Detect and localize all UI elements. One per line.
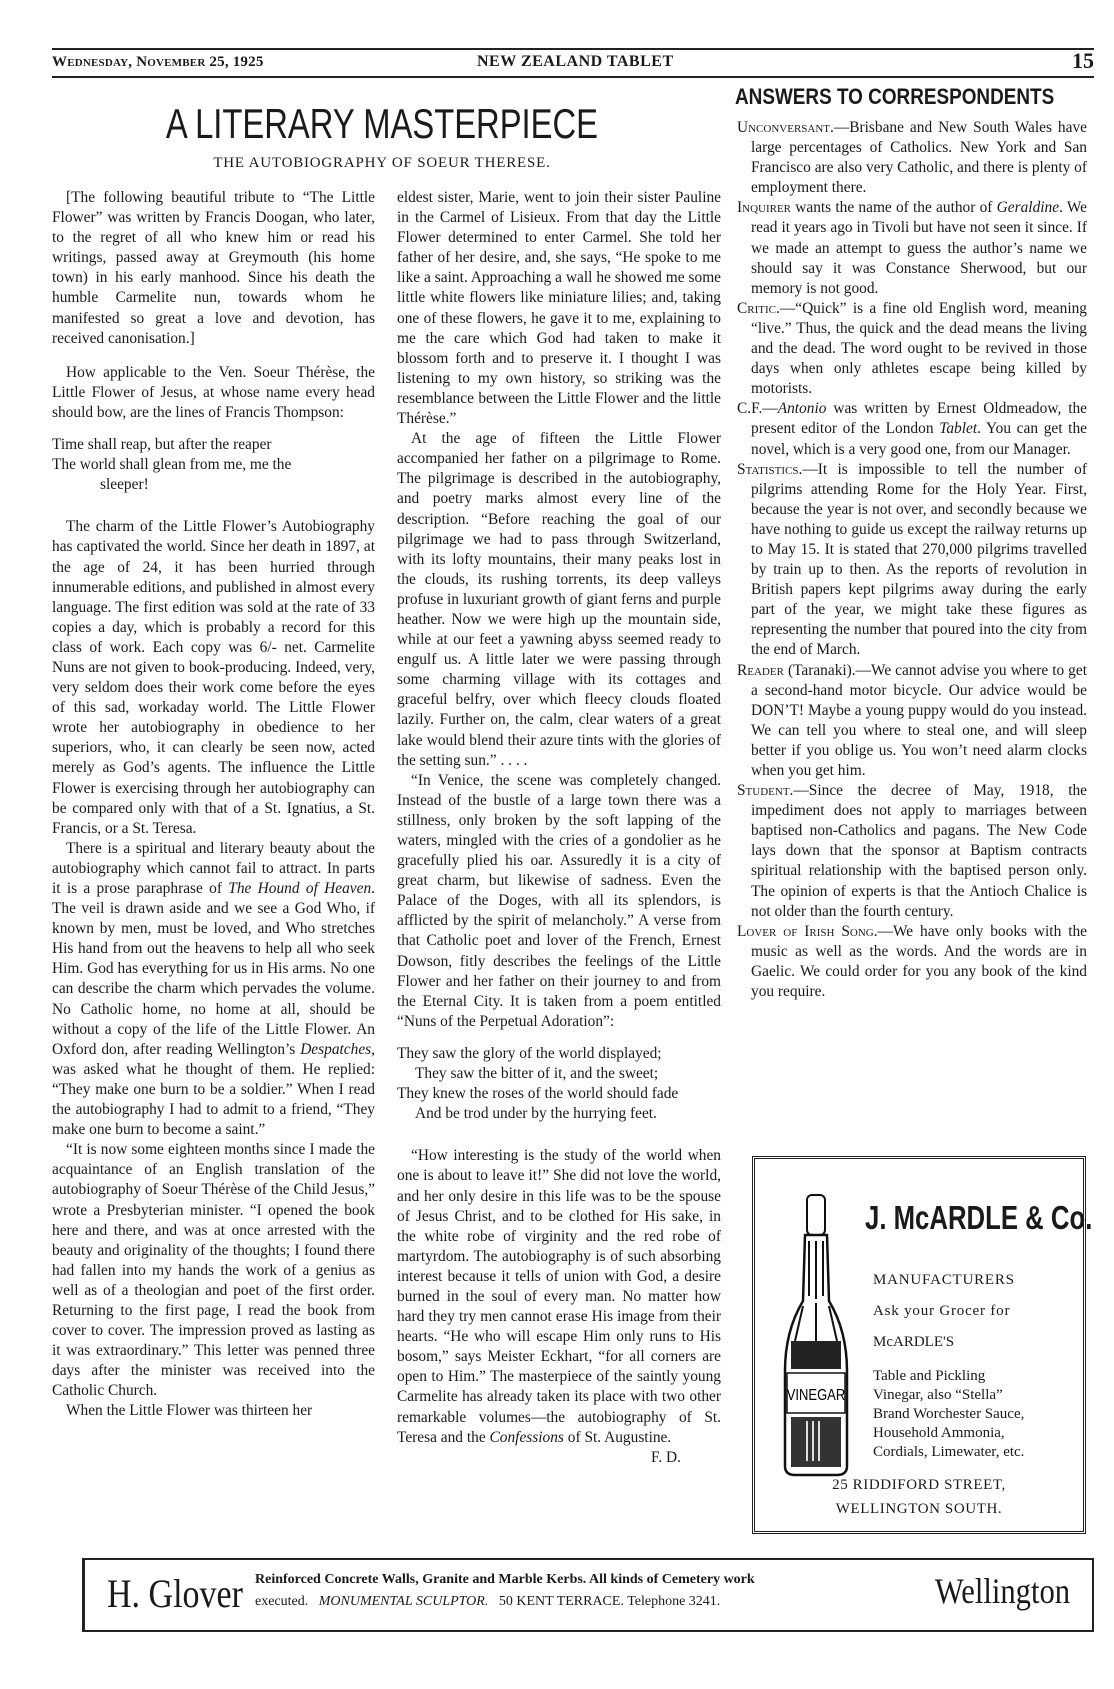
- article-paragraph: “In Venice, the scene was completely changed. Instead of the bustle of a large town there was a stillness, only broken by the soft lapping of the waters, mingled with the cries of a gondolier as he gracefully plied his oar. Assuredly it is a city of great charm, but likewise of sadness. Even the Palace of the Doges, with all its splendors, is afflicted by the spirit of melancholy.” A verse from that Catholic poet and lover of the French, Ernest Dowson, fitly describes the feelings of the Little Flower and her father on their journey to and from the Eternal City. It is taken from a poem entitled “Nuns of the Perpetual Adoration”:: [397, 771, 721, 1030]
- article-title: [52, 100, 712, 148]
- answers-title-text: ANSWERS TO CORRESPONDENTS: [735, 84, 1055, 109]
- glover-sculptor: MONUMENTAL SCULPTOR.: [318, 1594, 489, 1609]
- article-paragraph: There is a spiritual and literary beauty about the autobiography which cannot fail to attract. In parts it is a prose paraphrase of The Hound of Heaven. The veil is drawn aside and we see a God Who, if known by men, must be loved, and Who stretches His hand from out the heavens to help all who seek Him. God has everything for us in His arms. No one can describe the charm which pervades the volume. No Catholic home, no home at all, should be without a copy of the life of the Little Flower. An Oxford don, after reading Wellington’s Despatches, was asked what he thought of them. He replied: “They make one burn to be a soldier.” When I read the autobiography I had to admit to a friend, “They make one burn to become a saint.”: [52, 839, 375, 1139]
- italic-title: Tablet: [939, 420, 978, 438]
- mcardle-ask-grocer: Ask your Grocer for: [873, 1303, 1011, 1319]
- correspondent-answer: Reader (Taranaki).—We cannot advise you where to get a second-hand motor bicycle. Our advice would be DON’T! Maybe a young puppy would do you instead. We can tell you where to steal one, and will sleep better if you oblige us. You won’t need alarm clocks when you get him.: [737, 661, 1087, 779]
- correspondent-name: Inquirer: [737, 199, 792, 217]
- glover-name-text: H. Glover: [107, 1571, 243, 1616]
- correspondent-name: Lover of Irish Song.: [737, 922, 878, 940]
- vinegar-bottle-icon: [781, 1191, 851, 1481]
- glover-city: [911, 1570, 1070, 1612]
- issue-date: Wednesday, November 25, 1925: [52, 54, 264, 70]
- article-paragraph: When the Little Flower was thirteen her: [66, 1402, 313, 1420]
- mcardle-company-name: [865, 1199, 1114, 1237]
- header-rule-bottom: [52, 76, 1094, 78]
- verse-line: sleeper!: [100, 476, 149, 494]
- correspondent-answer: Statistics.—It is impossible to tell the number of pilgrims attending Rome for the Holy Year. First, because the year is not over, and secondly because we have nothing to guide us except the railway returns up to May 15. It is stated that 270,000 pilgrims travelled by train up to then. As the reports of revolution in British papers kept pilgrims away during the early part of the year, we might take these figures as representing the number that poured into the city from the end of March.: [737, 460, 1087, 659]
- glover-name: [107, 1570, 267, 1617]
- article-column-2: [397, 188, 721, 1468]
- mcardle-advertisement: [752, 1156, 1093, 1534]
- glover-address-phone: 50 KENT TERRACE. Telephone 3241.: [498, 1594, 721, 1609]
- verse-line: Time shall reap, but after the reaper: [52, 436, 272, 454]
- correspondent-answer: Inquirer wants the name of the author of Geraldine. We read it years ago in Tivoli but have not seen it since. If we made an attempt to guess the author’s name we should say it was Constance Sherwood, but our memory is not good.: [737, 199, 1087, 297]
- answers-column: [737, 118, 1087, 1002]
- correspondent-name: Unconversant.: [737, 119, 834, 136]
- verse-line: They knew the roses of the world should fade: [397, 1085, 679, 1103]
- correspondent-name: C.F.: [737, 400, 763, 418]
- mcardle-product-4: Household Ammonia,: [873, 1425, 1005, 1441]
- mcardle-address-street: 25 RIDDIFORD STREET,: [832, 1477, 1006, 1493]
- glover-advertisement: [82, 1558, 1094, 1632]
- verse-quote: [397, 1044, 721, 1124]
- verse-line: They saw the glory of the world displayed;: [397, 1044, 662, 1062]
- article-paragraph: “It is now some eighteen months since I made the acquaintance of an English translation of the autobiography of Soeur Thérèse of the Child Jesus,” wrote a Presbyterian minister. “I opened the book here and there, and was at once arrested with the beauty and originality of the thoughts; I found there had fallen into my hands the work of a genius as well as of a theologian and poet of the first order. Returning to the first page, I read the book from cover to cover. The impression proved as lasting as it was extraordinary.” This letter was penned three days after the minister was received into the Catholic Church.: [52, 1141, 375, 1400]
- mcardle-product-5: Cordials, Limewater, etc.: [873, 1444, 1025, 1460]
- correspondent-answer: Student.—Since the decree of May, 1918, the impediment does not apply to marriages between baptised non-Catholics and pagans. The New Code lays down that the sponsor at Baptism contracts spiritual relationship with the baptised person only. The opinion of experts is that the Antioch Chalice is not older than the fourth century.: [737, 782, 1087, 920]
- mcardle-manufacturers: MANUFACTURERS: [873, 1272, 1015, 1288]
- verse-line: They saw the bitter of it, and the sweet;: [415, 1065, 659, 1083]
- italic-title: Confessions: [489, 1428, 564, 1446]
- correspondent-name: Student.: [737, 782, 794, 800]
- paragraph-gap: [52, 349, 375, 363]
- glover-services: Reinforced Concrete Walls, Granite and Marble Kerbs. All kinds of Cemetery work: [255, 1572, 755, 1587]
- page-header: [52, 48, 1094, 74]
- header-rule-top: [52, 48, 1094, 50]
- mcardle-product-3: Brand Worchester Sauce,: [873, 1406, 1025, 1422]
- article-subtitle: THE AUTOBIOGRAPHY OF SOEUR THERESE.: [213, 155, 551, 171]
- mcardle-product-1: Table and Pickling: [873, 1368, 986, 1384]
- article-signature: F. D.: [651, 1448, 681, 1466]
- page-number: 15: [1072, 48, 1094, 73]
- mcardle-address-city: WELLINGTON SOUTH.: [835, 1501, 1003, 1517]
- italic-title: Antonio: [777, 400, 827, 418]
- article-paragraph: The charm of the Little Flower’s Autobiography has captivated the world. Since her death in 1897, at the age of 24, it has been hurried through innumerable editions, and published in almost every language. The first edition was sold at the rate of 33 copies a day, which is probably a record for this class of work. Each copy was 6/- net. Carmelite Nuns are not given to book-producing. Indeed, very, very seldom does their work come before the eyes of this sad, workaday world. The Little Flower wrote her autobiography in obedience to her superiors, who, it can clearly be seen now, acted merely as God’s agents. The influence the Little Flower is exercising through her autobiography can be compared only with that of a St. Ignatius, a St. Francis, or a St. Teresa.: [52, 518, 375, 837]
- verse-quote: [52, 435, 375, 495]
- verse-line: And be trod under by the hurrying feet.: [415, 1105, 657, 1123]
- italic-title: The Hound of Heaven: [228, 880, 372, 897]
- bottle-label: VINEGAR: [786, 1387, 846, 1405]
- mcardle-name-text: J. McARDLE & Co.: [865, 1199, 1093, 1236]
- article-title-text: A LITERARY MASTERPIECE: [165, 100, 599, 147]
- correspondent-answer: Lover of Irish Song.—We have only books with the music as well as the words. And the words are in Gaelic. We could order for you any book of the kind you require.: [737, 922, 1087, 1001]
- article-paragraph: How applicable to the Ven. Soeur Thérèse, the Little Flower of Jesus, at whose name every head should bow, are the lines of Francis Thompson:: [52, 363, 375, 421]
- correspondent-answer: Critic.—“Quick” is a fine old English word, meaning “live.” Thus, the quick and the dead means the living and the dead. The word ought to be revived in those days when only athletes escape being killed by motorists.: [737, 299, 1087, 398]
- mcardle-product-2: Vinegar, also “Stella”: [873, 1387, 1003, 1403]
- correspondent-answer: C.F.—Antonio was written by Ernest Oldmeadow, the present editor of the London Tablet. You can get the novel, which is a very good one, from our Manager.: [737, 400, 1087, 458]
- correspondent-name: Reader: [737, 661, 784, 679]
- italic-title: Geraldine: [996, 199, 1060, 217]
- correspondent-name: Statistics.: [737, 460, 803, 478]
- article-paragraph: [The following beautiful tribute to “The Little Flower” was written by Francis Doogan, who later, to the regret of all who knew him or read his writings, passed away at Greymouth (his home town) in his early manhood. Since his death the humble Carmelite nun, towards whom he manifested so great a love and devotion, has received canonisation.]: [52, 189, 375, 347]
- article-paragraph: “How interesting is the study of the world when one is about to leave it!” She did not love the world, and her only desire in this life was to be the spouse of Jesus Christ, and to be clothed for His sake, in the white robe of virginity and the red robe of martyrdom. The autobiography is of such absorbing interest because it tells of union with God, a desire burned in the soul of every man. No matter how hard they try men cannot erase His image from their hearts. “He who will escape Him only runs to His bosom,” says Meister Eckhart, “for all corners are open to Him.” The masterpiece of the saintly young Carmelite has already taken its place with two other remarkable volumes—the autobiography of St. Teresa and the Confessions of St. Augustine.: [397, 1147, 721, 1446]
- article-paragraph: eldest sister, Marie, went to join their sister Pauline in the Carmel of Lisieux. From that day the Little Flower determined to enter Carmel. She told her father of her desire, and, she says, “He spoke to me like a saint. Approaching a wall he showed me some little white flowers like miniature lilies; and, taking one of these flowers, he gave it to me, explaining to me the care which God had taken to make it blossom forth and to preserve it. I thought I was listening to my own history, so striking was the resemblance between the Little Flower and the little Thérèse.”: [397, 189, 721, 428]
- verse-line: The world shall glean from me, me the: [52, 456, 292, 474]
- correspondent-name: Critic.: [737, 299, 780, 317]
- glover-executed: executed.: [255, 1594, 309, 1609]
- mcardle-brand: McARDLE'S: [873, 1334, 955, 1350]
- answers-title: [735, 84, 1095, 110]
- article-column-1: [52, 188, 375, 1422]
- glover-city-text: Wellington: [934, 1571, 1070, 1611]
- article-paragraph: At the age of fifteen the Little Flower accompanied her father on a pilgrimage to Rome. The pilgrimage is described in the autobiography, and poetry marks almost every line of the description. “Before reaching the goal of our pilgrimage we had to pass through Switzerland, with its lofty mountains, their many peaks lost in the clouds, its rushing torrents, its deep valleys profuse in luxuriant growth of giant ferns and purple heather. Now we were high up the mountain side, while at our feet a yawning abyss seemed ready to engulf us. A little later we were passing through some charming village with its cottages and graceful belfry, over which fleecy clouds floated lazily. Further on, the calm, clear waters of a great lake would blend their azure tints with the glories of the setting sun.” . . . .: [397, 430, 721, 769]
- newspaper-name: NEW ZEALAND TABLET: [477, 53, 674, 70]
- italic-title: Despatches: [300, 1040, 372, 1058]
- glover-details: [255, 1594, 720, 1610]
- correspondent-answer: Unconversant.—Brisbane and New South Wales have large percentages of Catholics. New York and San Francisco are also very Catholic, and there is plenty of employment there.: [737, 119, 1087, 197]
